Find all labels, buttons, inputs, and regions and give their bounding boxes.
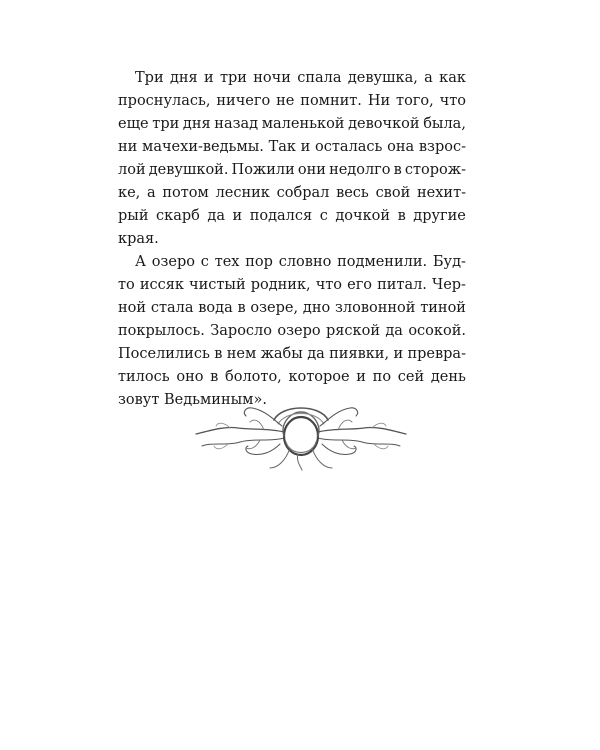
text-line: тилось оно в болото, которое и по сей день xyxy=(118,369,466,385)
text-line: края. xyxy=(118,231,159,247)
text-line: проснулась, ничего не помнит. Ни того, что xyxy=(118,93,466,109)
text-line: то иссяк чистый родник, что его питал. Чер- xyxy=(118,277,466,293)
text-line: А озеро с тех пор словно подменили. Буд- xyxy=(135,254,466,270)
text-line: рый скарб да и подался с дочкой в другие xyxy=(118,208,466,224)
text-line: покрылось. Заросло озеро ряской да осокой. xyxy=(118,323,466,339)
ornamental-vignette-icon xyxy=(190,398,412,474)
paragraph-1 xyxy=(118,67,466,251)
text-line: зовут Ведьминым». xyxy=(118,392,267,408)
text-line: ни мачехи-ведьмы. Так и осталась она взрос- xyxy=(118,139,466,155)
text-line: Три дня и три ночи спала девушка, а как xyxy=(135,70,466,86)
text-line: ке, а потом лесник собрал весь свой нехит- xyxy=(118,185,466,201)
text-line: Поселились в нем жабы да пиявки, и превра- xyxy=(118,346,466,362)
body-text xyxy=(118,67,466,412)
text-line: еще три дня назад маленькой девочкой была, xyxy=(118,116,466,132)
text-line: лой девушкой. Пожили они недолго в сторож- xyxy=(118,162,466,178)
text-line: ной стала вода в озере, дно зловонной тиной xyxy=(118,300,466,316)
paragraph-2 xyxy=(118,251,466,412)
